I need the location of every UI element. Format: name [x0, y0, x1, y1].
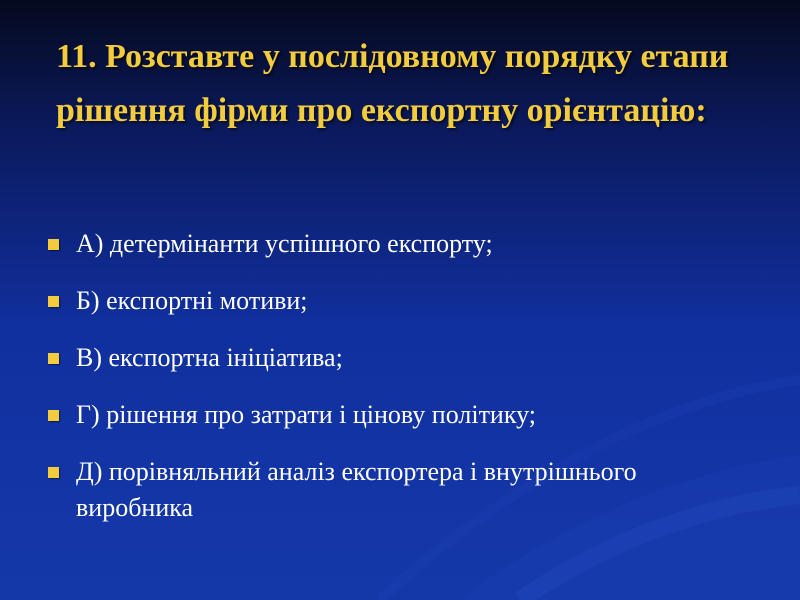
slide-title: 11. Розставте у послідовному порядку етапи рішення фірми про експортну орієнтацію: — [56, 38, 729, 129]
bullet-list — [48, 226, 748, 547]
list-item-text: А) детермінанти успішного експорту; — [76, 229, 493, 258]
square-bullet-icon — [48, 296, 59, 307]
list-item — [48, 397, 748, 433]
list-item — [48, 340, 748, 376]
square-bullet-icon — [48, 239, 59, 250]
list-item — [48, 454, 748, 526]
list-item-text: В) експортна ініціатива; — [76, 343, 343, 372]
list-item — [48, 283, 748, 319]
list-item — [48, 226, 748, 262]
square-bullet-icon — [48, 467, 59, 478]
list-item-text: Д) порівняльний аналіз експортера і внутрішнього виробника — [76, 457, 637, 522]
list-item-text: Г) рішення про затрати і цінову політику; — [76, 400, 536, 429]
square-bullet-icon — [48, 353, 59, 364]
list-item-text: Б) експортні мотиви; — [76, 286, 308, 315]
square-bullet-icon — [48, 410, 59, 421]
